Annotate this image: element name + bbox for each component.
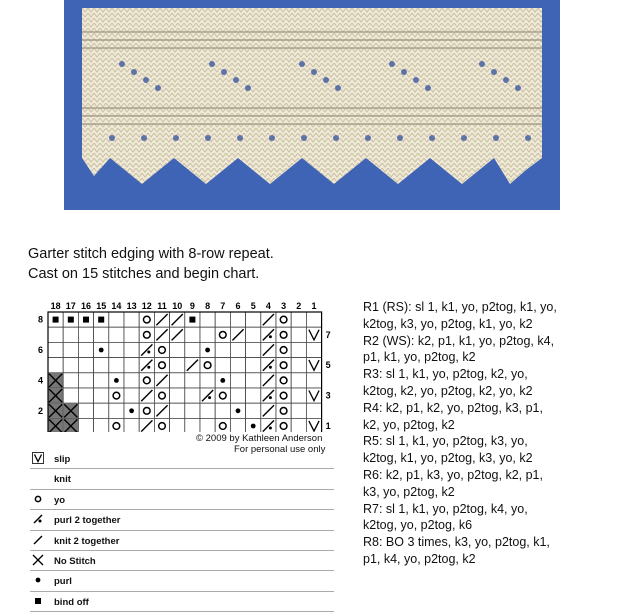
pattern-intro [28, 244, 274, 284]
chart-cell [306, 342, 321, 357]
chart-cell [230, 403, 245, 418]
legend-label: purl 2 together [54, 515, 121, 527]
chart-cell [124, 358, 139, 373]
chart-cell [230, 342, 245, 357]
chart-row-label-left: 6 [37, 345, 43, 356]
chart-row-label-right: 7 [325, 329, 331, 340]
legend-label: yo [54, 494, 66, 506]
chart-cell [124, 312, 139, 327]
chart-cell [109, 403, 124, 418]
chart-cell [185, 358, 200, 373]
bind-off-icon [32, 595, 44, 607]
chart-cell [246, 418, 261, 432]
chart-cell [170, 358, 185, 373]
chart-cell [215, 342, 230, 357]
chart-cell [276, 418, 291, 432]
chart-cell [200, 373, 215, 388]
chart-cell [154, 358, 169, 373]
chart-cell [63, 312, 78, 327]
chart-cell [291, 403, 306, 418]
chart-cell [185, 312, 200, 327]
chart-col-number: 6 [235, 301, 241, 311]
chart-cell [63, 388, 78, 403]
chart-cell [200, 327, 215, 342]
yo-icon [32, 493, 44, 505]
instruction-line: p1, k4, yo, p2tog, k2 [363, 551, 476, 566]
instruction-line: R3: sl 1, k1, yo, p2tog, k2, yo, [363, 367, 528, 382]
chart-cell [215, 403, 230, 418]
chart-cell [215, 418, 230, 432]
chart-cell [109, 342, 124, 357]
chart-row-label-left: 2 [37, 405, 43, 416]
chart-cell [154, 327, 169, 342]
chart-cell [154, 342, 169, 357]
chart-cell [109, 388, 124, 403]
chart-cell [230, 418, 245, 432]
legend-label: knit [54, 474, 71, 486]
chart-cell [94, 388, 109, 403]
chart-cell [109, 312, 124, 327]
chart-cell [276, 358, 291, 373]
knitted-lace-image [82, 8, 542, 186]
chart-cell [246, 388, 261, 403]
chart-cell [94, 358, 109, 373]
chart-cell [78, 403, 93, 418]
chart-cell [124, 388, 139, 403]
purl2tog-icon [32, 513, 44, 525]
chart-cell [139, 388, 154, 403]
legend-label: bind off [54, 596, 89, 608]
chart-cell [63, 403, 78, 418]
instruction-line: k2, yo, p2tog, k2 [363, 417, 455, 432]
chart-cell [170, 388, 185, 403]
chart-cell [170, 403, 185, 418]
instruction-line: k2tog, k2, yo, p2tog, k2, yo, k2 [363, 383, 533, 398]
chart-cell [291, 388, 306, 403]
chart-cell [78, 358, 93, 373]
chart-col-number: 17 [65, 301, 76, 311]
chart-cell [154, 312, 169, 327]
chart-cell [261, 373, 276, 388]
chart-cell [276, 373, 291, 388]
chart-cell [154, 403, 169, 418]
chart-cell [306, 358, 321, 373]
chart-cell [78, 327, 93, 342]
chart-cell [139, 327, 154, 342]
chart-cell [276, 403, 291, 418]
chart-cell [306, 388, 321, 403]
legend-label: purl [54, 576, 72, 588]
chart-cell [48, 418, 63, 432]
chart-row-label-right: 3 [325, 390, 331, 401]
chart-col-number: 16 [80, 301, 92, 311]
legend-label: knit 2 together [54, 535, 120, 547]
chart-cell [48, 388, 63, 403]
chart-cell [276, 327, 291, 342]
chart-cell [154, 388, 169, 403]
copyright-line-2: For personal use only [234, 444, 326, 455]
chart-cell [276, 342, 291, 357]
chart-col-number: 15 [96, 301, 107, 311]
chart-cell [200, 403, 215, 418]
chart-cell [78, 312, 93, 327]
instruction-line: p1, k1, yo, p2tog, k2 [363, 350, 476, 365]
chart-cell [246, 327, 261, 342]
chart-cell [139, 418, 154, 432]
chart-cell [200, 418, 215, 432]
chart-cell [154, 373, 169, 388]
instruction-line: k2tog, k1, yo, p2tog, k3, yo, k2 [363, 451, 533, 466]
chart-cell [94, 342, 109, 357]
chart-cell [246, 403, 261, 418]
chart-cell [306, 403, 321, 418]
chart-cell [109, 358, 124, 373]
chart-cell [170, 327, 185, 342]
slip-icon [32, 452, 44, 464]
chart-cell [200, 342, 215, 357]
instruction-line: R2 (WS): k2, p1, k1, yo, p2tog, k4, [363, 333, 555, 348]
chart-cell [246, 373, 261, 388]
chart-cell [306, 418, 321, 432]
lace-edging-photo [64, 0, 560, 210]
chart-cell [78, 342, 93, 357]
chart-col-number: 4 [265, 301, 271, 311]
chart-col-number: 7 [220, 301, 226, 311]
chart-cell [185, 373, 200, 388]
chart-cell [94, 373, 109, 388]
knit2tog-icon [32, 534, 44, 546]
instruction-line: k3, yo, p2tog, k2 [363, 484, 455, 499]
legend-row [30, 510, 334, 530]
chart-cell [306, 327, 321, 342]
row-instructions [363, 299, 613, 568]
chart-cell [170, 312, 185, 327]
intro-line-2: Cast on 15 stitches and begin chart. [28, 266, 260, 282]
chart-cell [94, 327, 109, 342]
chart-cell [48, 358, 63, 373]
chart-cell [48, 403, 63, 418]
chart-cell [261, 312, 276, 327]
instruction-line: k2tog, k3, yo, p2tog, k1, yo, k2 [363, 316, 533, 331]
chart-cell [63, 418, 78, 432]
chart-cell [261, 327, 276, 342]
chart-cell [185, 418, 200, 432]
legend-row [30, 469, 334, 489]
chart-cell [139, 403, 154, 418]
chart-cell [139, 358, 154, 373]
chart-cell [215, 327, 230, 342]
legend-row [30, 571, 334, 591]
chart-cell [94, 418, 109, 432]
chart-cell [276, 312, 291, 327]
knit-icon [32, 472, 44, 484]
chart-cell [230, 327, 245, 342]
legend-row [30, 531, 334, 551]
chart-cell [170, 418, 185, 432]
chart-cell [215, 358, 230, 373]
chart-cell [276, 388, 291, 403]
no-stitch-icon [32, 554, 44, 566]
chart-cell [124, 403, 139, 418]
chart-cell [170, 342, 185, 357]
chart-cell [170, 373, 185, 388]
chart-row-label-right: 5 [325, 360, 331, 371]
intro-line-1: Garter stitch edging with 8-row repeat. [28, 246, 274, 262]
chart-cell [124, 327, 139, 342]
chart-cell [200, 358, 215, 373]
chart-cell [230, 373, 245, 388]
chart-cell [291, 342, 306, 357]
chart-col-number: 1 [311, 301, 317, 311]
chart-cell [63, 327, 78, 342]
chart-cell [185, 388, 200, 403]
instruction-line: R7: sl 1, k1, yo, p2tog, k4, yo, [363, 501, 528, 516]
chart-cell [63, 342, 78, 357]
chart-cell [48, 342, 63, 357]
chart-cell [215, 388, 230, 403]
chart-cell [215, 312, 230, 327]
chart-cell [291, 358, 306, 373]
chart-cell [215, 373, 230, 388]
chart-cell [94, 312, 109, 327]
chart-cell [139, 312, 154, 327]
chart-cell [154, 418, 169, 432]
chart-col-number: 2 [296, 301, 302, 311]
chart-col-number: 12 [141, 301, 152, 311]
instruction-line: R6: k2, p1, k3, yo, p2tog, k2, p1, [363, 467, 543, 482]
chart-cell [78, 418, 93, 432]
legend-row [30, 490, 334, 510]
chart-cell [124, 342, 139, 357]
chart-cell [185, 342, 200, 357]
copyright-line-1: © 2009 by Kathleen Anderson [196, 433, 323, 444]
chart-cell [230, 388, 245, 403]
instruction-line: R5: sl 1, k1, yo, p2tog, k3, yo, [363, 434, 528, 449]
chart-cell [139, 342, 154, 357]
instruction-line: R4: k2, p1, k2, yo, p2tog, k3, p1, [363, 400, 543, 415]
legend-row [30, 551, 334, 571]
instruction-line: k2tog, yo, p2tog, k6 [363, 518, 473, 533]
chart-cell [291, 373, 306, 388]
legend-label: slip [54, 454, 71, 465]
chart-cell [230, 312, 245, 327]
chart-col-number: 9 [189, 301, 195, 311]
chart-cell [109, 373, 124, 388]
chart-cell [124, 418, 139, 432]
chart-cell [246, 342, 261, 357]
chart-cell [261, 388, 276, 403]
chart-col-number: 14 [111, 301, 122, 311]
legend-row [30, 449, 334, 469]
chart-col-number: 13 [126, 301, 137, 311]
chart-col-number: 10 [172, 301, 183, 311]
purl-icon [32, 574, 44, 586]
chart-cell [291, 327, 306, 342]
chart-cell [291, 418, 306, 432]
chart-cell [63, 358, 78, 373]
chart-cell [306, 373, 321, 388]
chart-cell [230, 358, 245, 373]
chart-cell [246, 312, 261, 327]
chart-cell [200, 312, 215, 327]
chart-col-number: 18 [50, 301, 61, 311]
knitting-chart [30, 300, 340, 432]
chart-legend [30, 449, 334, 612]
instruction-line: R8: BO 3 times, k3, yo, p2tog, k1, [363, 535, 550, 550]
chart-cell [63, 373, 78, 388]
instruction-line: R1 (RS): sl 1, k1, yo, p2tog, k1, yo, [363, 300, 557, 314]
chart-col-number: 3 [281, 301, 287, 311]
chart-row-label-right: 1 [325, 421, 331, 432]
chart-cell [306, 312, 321, 327]
chart-row-label-left: 8 [37, 314, 43, 325]
chart-cell [246, 358, 261, 373]
chart-cell [48, 312, 63, 327]
chart-cell [185, 327, 200, 342]
chart-col-number: 11 [157, 301, 167, 311]
chart-cell [261, 358, 276, 373]
chart-cell [261, 342, 276, 357]
chart-col-number: 8 [205, 301, 211, 311]
chart-cell [291, 312, 306, 327]
chart-cell [261, 418, 276, 432]
chart-cell [48, 373, 63, 388]
chart-cell [185, 403, 200, 418]
chart-cell [48, 327, 63, 342]
legend-label: No Stitch [54, 555, 96, 567]
chart-cell [78, 388, 93, 403]
chart-cell [139, 373, 154, 388]
chart-cell [109, 418, 124, 432]
chart-cell [200, 388, 215, 403]
chart-cell [261, 403, 276, 418]
chart-cell [124, 373, 139, 388]
chart-cell [109, 327, 124, 342]
chart-col-number: 5 [250, 301, 256, 311]
chart-row-label-left: 4 [37, 375, 43, 386]
chart-cell [94, 403, 109, 418]
chart-cell [78, 373, 93, 388]
